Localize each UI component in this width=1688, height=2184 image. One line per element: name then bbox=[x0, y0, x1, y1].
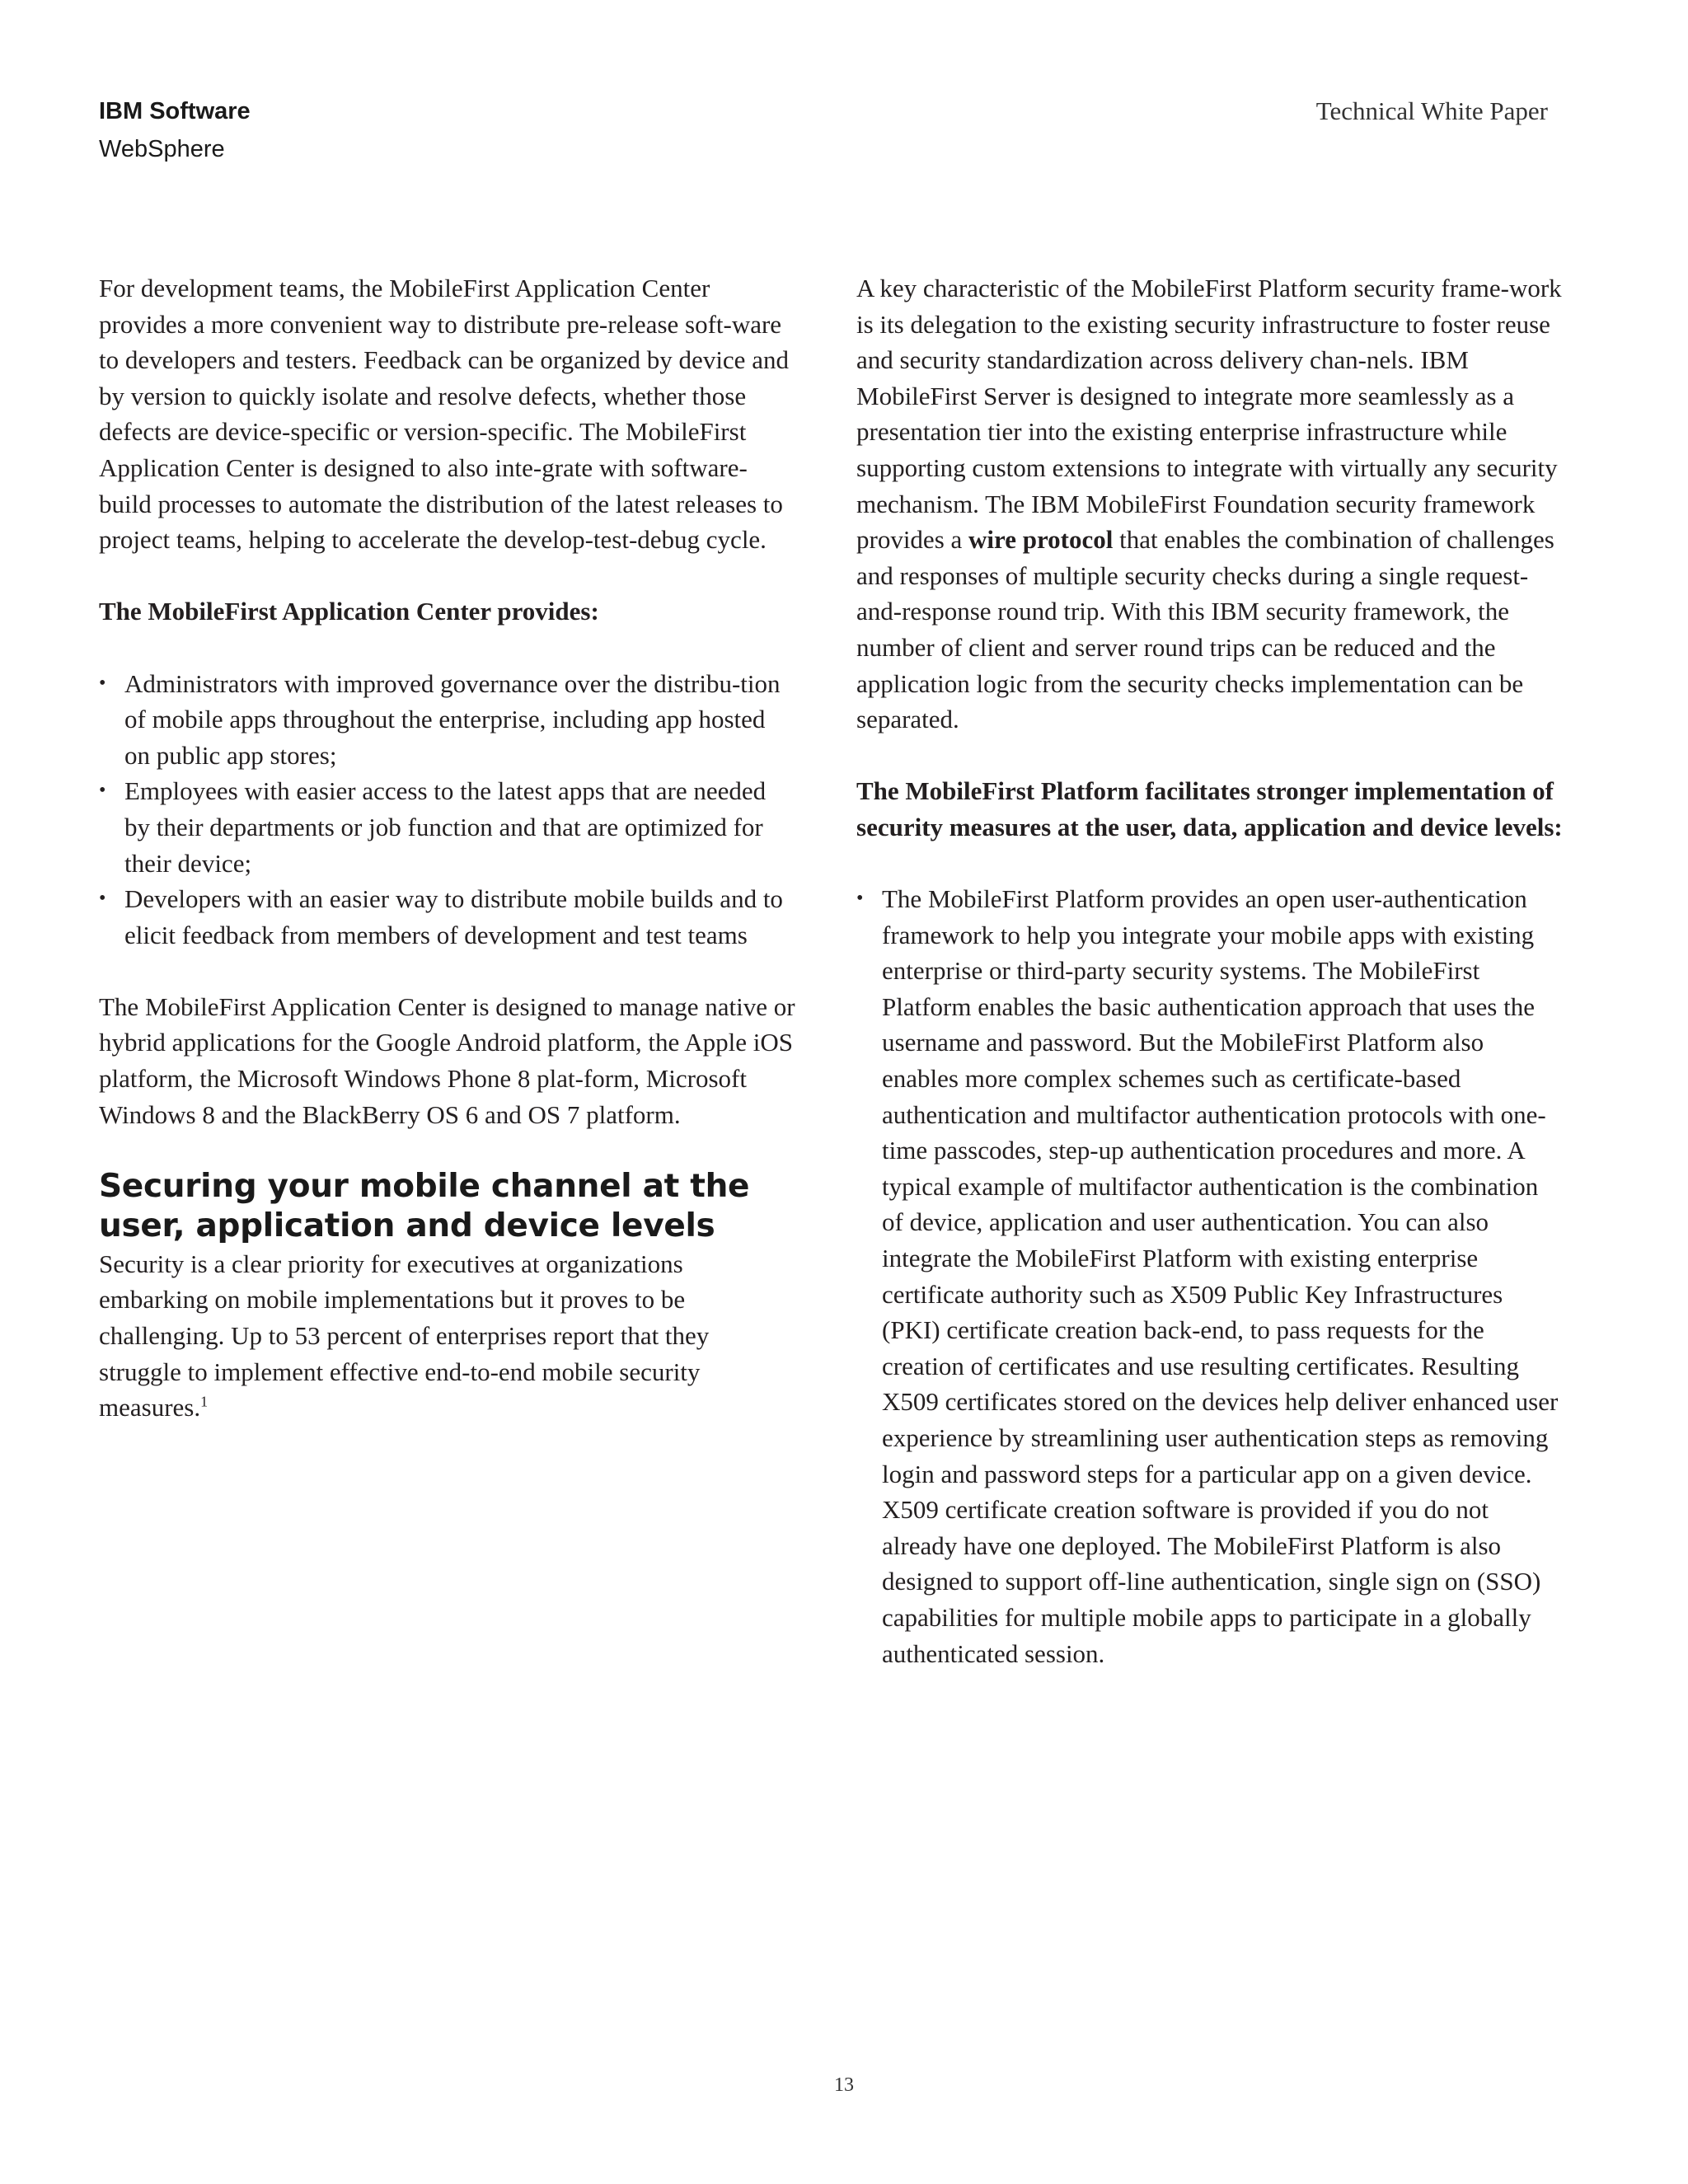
header-brand-block bbox=[99, 92, 251, 168]
list-item: • Developers with an easier way to distribute mobile builds and to elicit feedback from members of development and test teams bbox=[99, 881, 795, 953]
right-bullet-list bbox=[856, 881, 1565, 1671]
right-subhead: The MobileFirst Platform facilitates stronger implementation of security measures at the user, data, application and device levels: bbox=[856, 776, 1563, 841]
left-subhead: The MobileFirst Application Center provides: bbox=[99, 597, 599, 626]
right-column bbox=[856, 270, 1565, 1708]
left-paragraph-3-text: Security is a clear priority for executives at organizations embarking on mobile implementations but it proves to be challenging. Up to 53 percent of enterprises report that they struggle to implement effective end-to-end mobile security measures. bbox=[99, 1249, 710, 1422]
list-item: • The MobileFirst Platform provides an open user-authentication framework to help you integrate your mobile apps with existing enterprise or third-party security systems. The MobileFirst Platform enables the basic authentication approach that uses the username and password. But the MobileFirst Platform also enables more complex schemes such as certificate-based authentication and multifactor authentication protocols with one-time passcodes, step-up authentication procedures and more. A typical example of multifactor authentication is the combination of device, application and user authentication. You can also integrate the MobileFirst Platform with existing enterprise certificate authority such as X509 Public Key Infrastructures (PKI) certificate creation back-end, to pass requests for the creation of certificates and use resulting certificates. Resulting X509 certificates stored on the devices help deliver enhanced user experience by streamlining user authentication steps as removing login and password steps for a particular app on a given device. X509 certificate creation software is provided if you do not already have one deployed. The MobileFirst Platform is also designed to support off-line authentication, single sign on (SSO) capabilities for multiple mobile apps to participate in a globally authenticated session. bbox=[856, 881, 1565, 1671]
header-product: WebSphere bbox=[99, 136, 225, 162]
wire-protocol-term: wire protocol bbox=[968, 525, 1114, 555]
left-paragraph-1: For development teams, the MobileFirst Application Center provides a more convenient way to distribute pre-release soft-ware to developers and testers. Feedback can be organized by device and by version to quickly isolate and resolve defects, whether those defects are device-specific or version-specific. The MobileFirst Application Center is designed to also inte-grate with software-build processes to automate the distribution of the latest releases to project teams, helping to accelerate the develop-test-debug cycle. bbox=[99, 274, 789, 555]
footnote-ref: 1 bbox=[200, 1393, 209, 1410]
left-paragraph-3 bbox=[99, 1246, 795, 1426]
header-brand: IBM Software bbox=[99, 98, 251, 124]
left-bullet-list bbox=[99, 666, 795, 954]
list-item: • Administrators with improved governance over the distribu-tion of mobile apps throughout the enterprise, including app hosted on public app stores; bbox=[99, 666, 795, 774]
right-paragraph-1-end: that enables the combination of challenges and responses of multiple security checks during a single request-and-response round trip. With this IBM security framework, the number of client and server round trips can be reduced and the application logic from the security checks implementation can be separated. bbox=[856, 525, 1554, 734]
right-paragraph-1 bbox=[856, 270, 1565, 738]
right-paragraph-1-start: A key characteristic of the MobileFirst Platform security frame-work is its delegation to the existing security infrastructure to foster reuse and security standardization across delivery chan-nels. IBM MobileFirst Server is designed to integrate more seamlessly as a presentation tier into the existing enterprise infrastructure while supporting custom extensions to integrate with virtually any security mechanism. The IBM MobileFirst Foundation security framework provides a bbox=[856, 274, 1562, 555]
list-item: • Employees with easier access to the latest apps that are needed by their departments or job function and that are optimized for their device; bbox=[99, 773, 795, 881]
section-heading: Securing your mobile channel at the user, application and device levels bbox=[99, 1167, 750, 1244]
page-number: 13 bbox=[834, 2074, 854, 2096]
left-paragraph-2: The MobileFirst Application Center is designed to manage native or hybrid applications for the Google Android platform, the Apple iOS platform, the Microsoft Windows Phone 8 plat-form, Microsoft Windows 8 and the BlackBerry OS 6 and OS 7 platform. bbox=[99, 991, 795, 1129]
header-doc-type: Technical White Paper bbox=[1315, 96, 1548, 125]
left-column bbox=[99, 270, 795, 1461]
